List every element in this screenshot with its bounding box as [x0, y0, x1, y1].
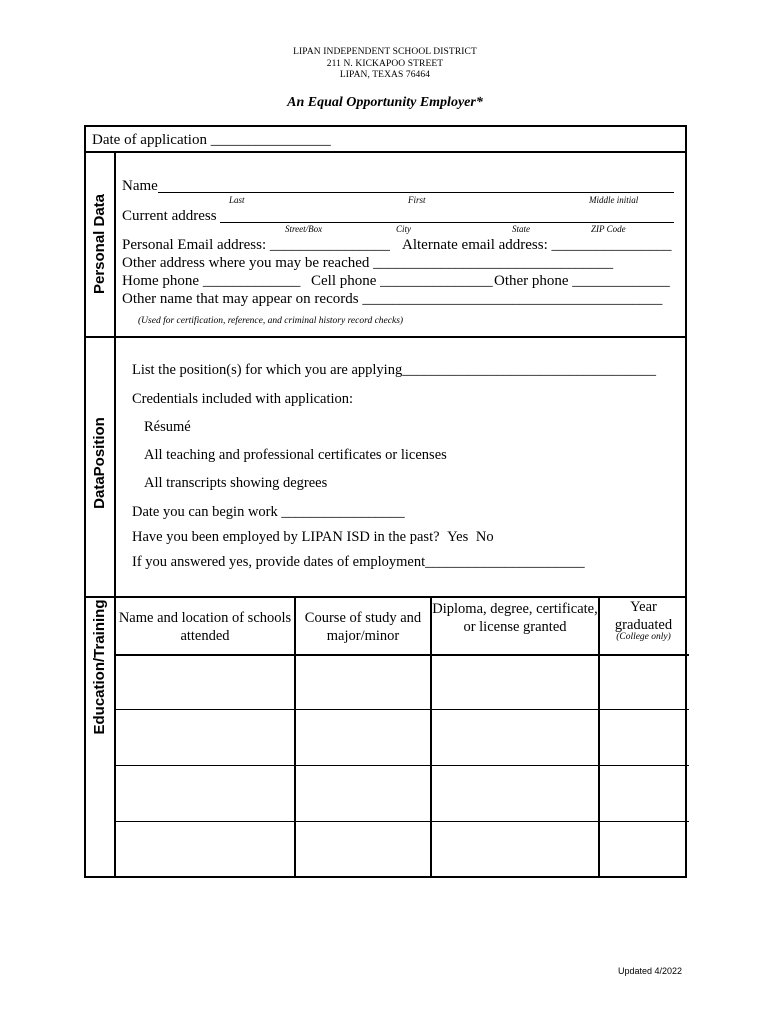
name-sub-last: Last [229, 195, 245, 205]
edu-header-course: Course of study and major/minor [304, 610, 422, 644]
divider-personal [86, 336, 685, 338]
credentials-label: Credentials included with application: [132, 391, 354, 407]
edu-cell-year-2[interactable] [600, 710, 687, 765]
address-label: Current address [122, 208, 217, 224]
edu-header-year-note: (College only) [616, 632, 671, 642]
name-sub-first: First [408, 195, 426, 205]
edu-header-diploma: Diploma, degree, certificate, or license granted [432, 601, 598, 635]
edu-cell-course-3[interactable] [296, 766, 430, 821]
other-address-field[interactable]: Other address where you may be reached ________________________________ [122, 255, 614, 271]
employment-dates-field[interactable]: If you answered yes, provide dates of employment______________________ [132, 554, 585, 570]
edu-cell-course-2[interactable] [296, 710, 430, 765]
edu-cell-year-4[interactable] [600, 822, 687, 876]
edu-cell-schools-3[interactable] [116, 766, 294, 821]
address-sub-street: Street/Box [285, 224, 323, 234]
page-subtitle: An Equal Opportunity Employer* [287, 95, 483, 110]
edu-cell-schools-2[interactable] [116, 710, 294, 765]
section-label-personal: Personal Data [91, 193, 108, 295]
edu-cell-course-4[interactable] [296, 822, 430, 876]
updated-date: Updated 4/2022 [618, 966, 683, 976]
name-label: Name [122, 178, 158, 194]
edu-header-year: Year graduated [614, 599, 673, 633]
divider-date [86, 151, 685, 153]
alternate-email-field[interactable]: Alternate email address: ________________ [402, 237, 672, 253]
edu-cell-diploma-4[interactable] [432, 822, 598, 876]
other-phone-field[interactable]: Other phone _____________ [494, 273, 670, 289]
section-label-position: DataPosition [91, 417, 108, 509]
application-form [84, 125, 687, 878]
address-sub-zip: ZIP Code [591, 224, 626, 234]
edu-cell-diploma-3[interactable] [432, 766, 598, 821]
employed-yes-label: Yes [447, 529, 469, 545]
name-sub-middle: Middle initial [589, 195, 639, 205]
employed-no-option[interactable] [476, 529, 494, 545]
edu-cell-course-1[interactable] [296, 656, 430, 709]
employed-no-label: No [475, 529, 494, 545]
district-city: LIPAN, TEXAS 76464 [339, 70, 431, 80]
credential-resume-label: Résumé [144, 419, 191, 435]
personal-email-field[interactable]: Personal Email address: ________________ [122, 237, 390, 253]
employed-yes-option[interactable] [447, 529, 472, 545]
edu-header-schools: Name and location of schools attended [118, 610, 292, 644]
address-sub-state: State [512, 224, 530, 234]
date-of-application-field[interactable] [92, 132, 331, 149]
address-sub-city: City [396, 224, 411, 234]
position-applying-field[interactable]: List the position(s) for which you are applying___________________________________ [132, 362, 656, 378]
credential-resume-checkbox[interactable] [144, 419, 191, 436]
section-label-education: Education/Training [91, 599, 108, 735]
district-street: 211 N. KICKAPOO STREET [326, 59, 444, 69]
name-line[interactable] [158, 192, 674, 193]
edu-cell-year-1[interactable] [600, 656, 687, 709]
edu-cell-diploma-2[interactable] [432, 710, 598, 765]
address-line[interactable] [220, 222, 674, 223]
cell-phone-field[interactable]: Cell phone _______________ [311, 273, 493, 289]
edu-cell-schools-1[interactable] [116, 656, 294, 709]
employed-question-row [132, 529, 494, 546]
employed-question-label: Have you been employed by LIPAN ISD in the past? [132, 529, 440, 545]
records-note: (Used for certification, reference, and criminal history record checks) [138, 316, 404, 326]
divider-position [86, 596, 685, 598]
edu-cell-year-3[interactable] [600, 766, 687, 821]
other-name-field[interactable]: Other name that may appear on records ________________________________________ [122, 291, 663, 307]
credential-transcripts-checkbox[interactable] [144, 475, 327, 492]
begin-work-field[interactable]: Date you can begin work _________________ [132, 504, 405, 520]
date-of-application-blank: ________________ [210, 132, 331, 148]
home-phone-field[interactable]: Home phone _____________ [122, 273, 301, 289]
credential-certificates-label: All teaching and professional certificates or licenses [144, 447, 447, 463]
date-of-application-label: Date of application [92, 132, 207, 148]
credential-transcripts-label: All transcripts showing degrees [144, 475, 328, 491]
district-name: LIPAN INDEPENDENT SCHOOL DISTRICT [293, 47, 477, 57]
credential-certificates-checkbox[interactable] [144, 447, 447, 464]
edu-cell-diploma-1[interactable] [432, 656, 598, 709]
edu-cell-schools-4[interactable] [116, 822, 294, 876]
